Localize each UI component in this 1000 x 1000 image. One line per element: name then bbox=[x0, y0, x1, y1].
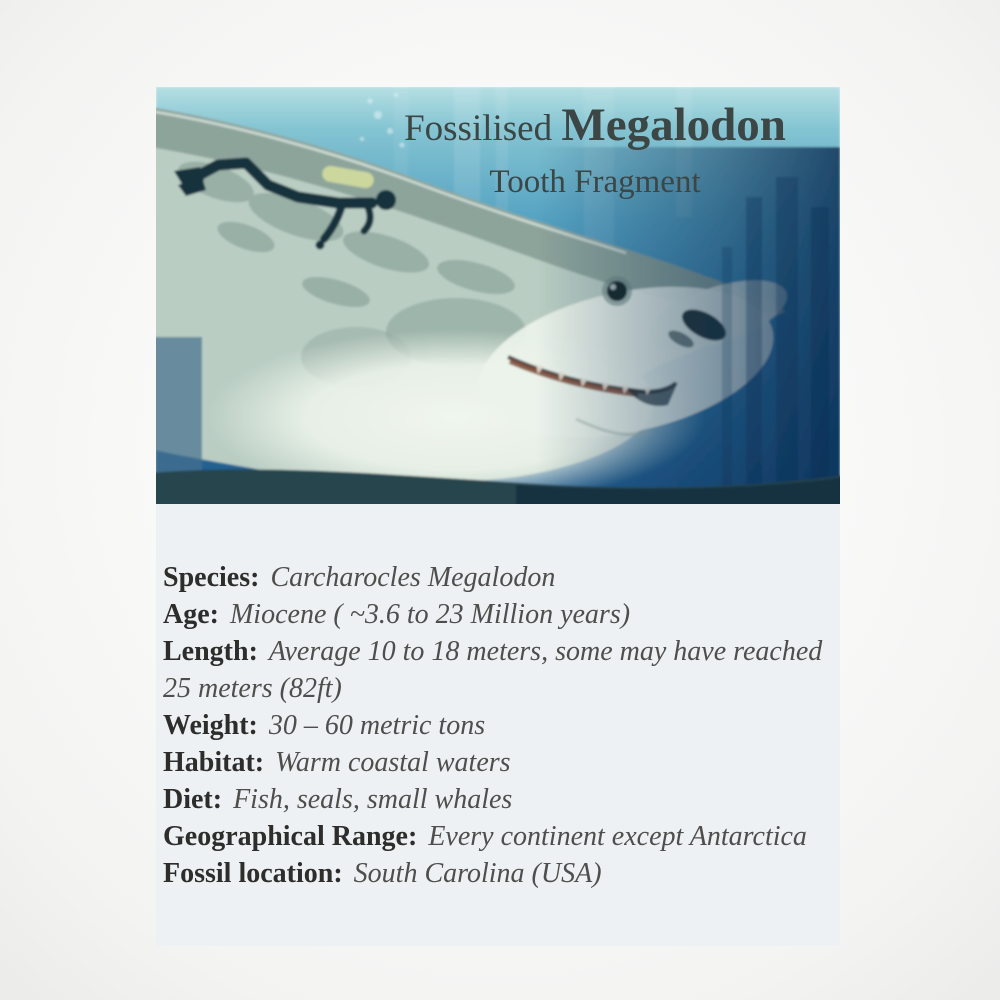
info-field-diet bbox=[163, 781, 828, 818]
specimen-info bbox=[156, 504, 840, 946]
field-label: Diet: bbox=[163, 784, 223, 815]
shark-scene-illustration bbox=[156, 87, 840, 504]
field-value: Carcharocles Megalodon bbox=[270, 562, 556, 593]
field-label: Length: bbox=[163, 636, 258, 667]
photo-subtitle: Tooth Fragment bbox=[489, 164, 701, 200]
field-label: Fossil location: bbox=[163, 858, 343, 889]
field-value: South Carolina (USA) bbox=[353, 858, 602, 889]
info-field-age bbox=[163, 596, 828, 633]
title-regular-text: Fossilised bbox=[404, 108, 562, 149]
field-value: Average 10 to 18 meters, some may have reached 25 meters (82ft) bbox=[163, 636, 823, 704]
info-field-species bbox=[163, 559, 828, 596]
info-field-length bbox=[163, 633, 828, 707]
info-field-geographical-range bbox=[163, 818, 828, 855]
info-field-habitat bbox=[163, 744, 828, 781]
field-label: Geographical Range: bbox=[163, 821, 418, 852]
info-field-weight bbox=[163, 707, 828, 744]
title-bold-text: Megalodon bbox=[561, 99, 786, 151]
field-label: Weight: bbox=[163, 710, 258, 741]
field-label: Habitat: bbox=[163, 747, 265, 778]
shark-photo bbox=[156, 87, 840, 504]
left-water-column bbox=[156, 337, 202, 477]
info-field-fossil-location bbox=[163, 855, 828, 892]
specimen-card bbox=[156, 87, 840, 946]
field-label: Species: bbox=[163, 562, 260, 593]
field-value: Miocene ( ~3.6 to 23 Million years) bbox=[229, 599, 631, 630]
field-value: 30 – 60 metric tons bbox=[268, 710, 486, 741]
field-label: Age: bbox=[163, 599, 219, 630]
field-value: Fish, seals, small whales bbox=[233, 784, 513, 815]
field-value: Every continent except Antarctica bbox=[428, 821, 807, 852]
field-value: Warm coastal waters bbox=[275, 747, 511, 778]
